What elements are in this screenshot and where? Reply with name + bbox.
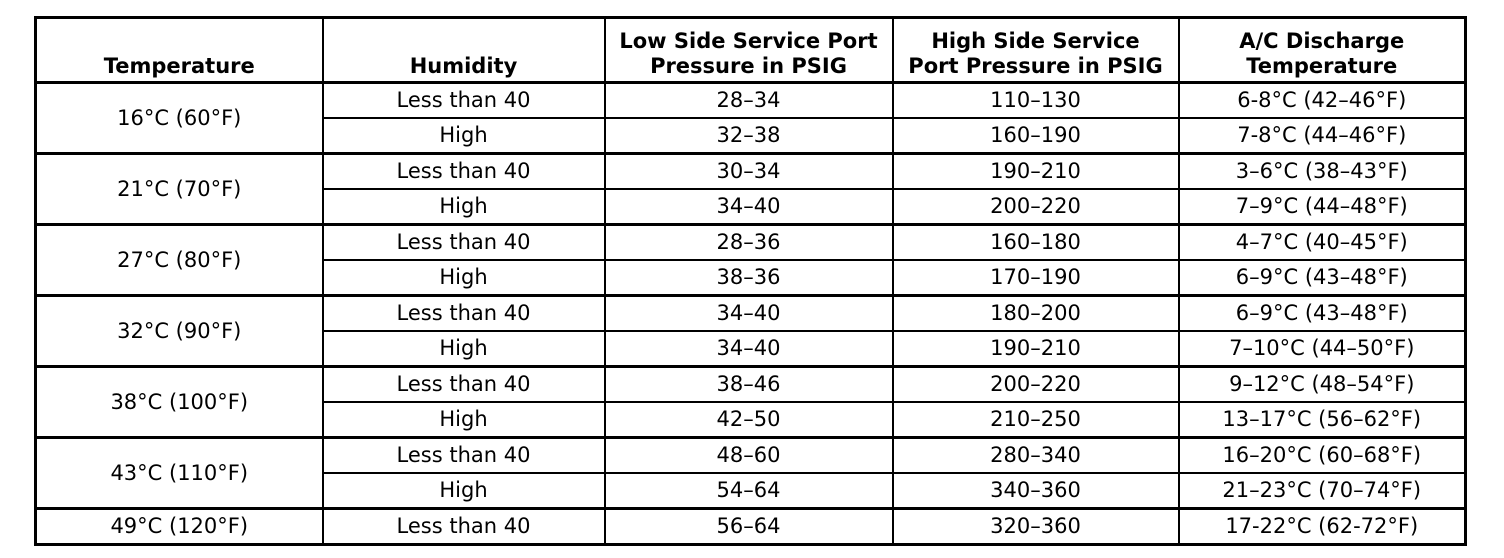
table-row [36, 367, 1466, 403]
high-side-cell: 340–360 [893, 473, 1179, 509]
low-side-cell: 42–50 [605, 402, 893, 438]
low-side-cell: 30–34 [605, 154, 893, 190]
humidity-cell: High [323, 189, 605, 225]
humidity-cell: Less than 40 [323, 367, 605, 403]
low-side-cell: 34–40 [605, 331, 893, 367]
low-side-cell: 56–64 [605, 509, 893, 545]
low-side-cell: 34–40 [605, 296, 893, 332]
low-side-cell: 32–38 [605, 118, 893, 154]
discharge-cell: 7-8°C (44–46°F) [1179, 118, 1466, 154]
header-temperature [36, 18, 323, 83]
discharge-cell: 4–7°C (40–45°F) [1179, 225, 1466, 261]
discharge-cell: 3–6°C (38–43°F) [1179, 154, 1466, 190]
table-row [36, 296, 1466, 332]
header-row [36, 18, 1466, 83]
ac-pressure-table [34, 16, 1467, 546]
table-row [36, 83, 1466, 119]
high-side-cell: 170–190 [893, 260, 1179, 296]
header-high-side-line-1: High Side Service [931, 29, 1140, 53]
table-body [36, 83, 1466, 545]
header-temperature-label: Temperature [103, 54, 255, 78]
high-side-cell: 280–340 [893, 438, 1179, 474]
high-side-cell: 160–180 [893, 225, 1179, 261]
temperature-cell: 27°C (80°F) [36, 225, 323, 296]
header-discharge-temperature [1179, 18, 1466, 83]
header-humidity [323, 18, 605, 83]
header-low-side-line-2: Pressure in PSIG [650, 54, 847, 78]
discharge-cell: 6–9°C (43–48°F) [1179, 296, 1466, 332]
low-side-cell: 28–36 [605, 225, 893, 261]
discharge-cell: 6–9°C (43–48°F) [1179, 260, 1466, 296]
low-side-cell: 54–64 [605, 473, 893, 509]
header-low-side-pressure [605, 18, 893, 83]
humidity-cell: High [323, 118, 605, 154]
high-side-cell: 110–130 [893, 83, 1179, 119]
humidity-cell: Less than 40 [323, 154, 605, 190]
discharge-cell: 7–9°C (44–48°F) [1179, 189, 1466, 225]
low-side-cell: 38–36 [605, 260, 893, 296]
humidity-cell: Less than 40 [323, 296, 605, 332]
high-side-cell: 190–210 [893, 331, 1179, 367]
high-side-cell: 190–210 [893, 154, 1179, 190]
table-row [36, 509, 1466, 545]
header-high-side-line-2: Port Pressure in PSIG [908, 54, 1163, 78]
humidity-cell: Less than 40 [323, 509, 605, 545]
discharge-cell: 21–23°C (70–74°F) [1179, 473, 1466, 509]
discharge-cell: 9–12°C (48–54°F) [1179, 367, 1466, 403]
humidity-cell: High [323, 473, 605, 509]
humidity-cell: Less than 40 [323, 225, 605, 261]
high-side-cell: 200–220 [893, 367, 1179, 403]
header-high-side-pressure [893, 18, 1179, 83]
table-row [36, 225, 1466, 261]
humidity-cell: Less than 40 [323, 83, 605, 119]
high-side-cell: 200–220 [893, 189, 1179, 225]
temperature-cell: 38°C (100°F) [36, 367, 323, 438]
high-side-cell: 210–250 [893, 402, 1179, 438]
discharge-cell: 7–10°C (44–50°F) [1179, 331, 1466, 367]
discharge-cell: 6-8°C (42–46°F) [1179, 83, 1466, 119]
low-side-cell: 38–46 [605, 367, 893, 403]
low-side-cell: 48–60 [605, 438, 893, 474]
temperature-cell: 43°C (110°F) [36, 438, 323, 509]
humidity-cell: High [323, 331, 605, 367]
discharge-cell: 16–20°C (60–68°F) [1179, 438, 1466, 474]
temperature-cell: 32°C (90°F) [36, 296, 323, 367]
table-row [36, 438, 1466, 474]
humidity-cell: High [323, 260, 605, 296]
high-side-cell: 320–360 [893, 509, 1179, 545]
table-row [36, 154, 1466, 190]
discharge-cell: 13–17°C (56–62°F) [1179, 402, 1466, 438]
humidity-cell: Less than 40 [323, 438, 605, 474]
low-side-cell: 34–40 [605, 189, 893, 225]
header-low-side-line-1: Low Side Service Port [619, 29, 878, 53]
low-side-cell: 28–34 [605, 83, 893, 119]
temperature-cell: 49°C (120°F) [36, 509, 323, 545]
header-humidity-label: Humidity [409, 54, 518, 78]
header-discharge-line-1: A/C Discharge [1239, 29, 1405, 53]
high-side-cell: 160–190 [893, 118, 1179, 154]
high-side-cell: 180–200 [893, 296, 1179, 332]
discharge-cell: 17-22°C (62-72°F) [1179, 509, 1466, 545]
temperature-cell: 16°C (60°F) [36, 83, 323, 154]
header-discharge-line-2: Temperature [1246, 54, 1398, 78]
humidity-cell: High [323, 402, 605, 438]
temperature-cell: 21°C (70°F) [36, 154, 323, 225]
